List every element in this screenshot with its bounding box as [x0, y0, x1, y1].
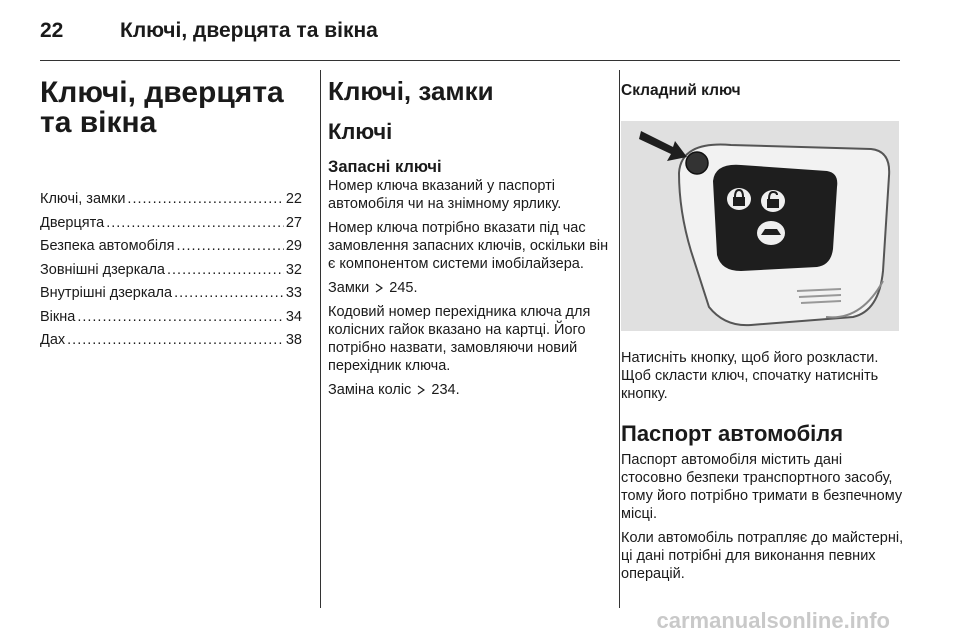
keys-column [328, 72, 610, 405]
ref-page[interactable]: 245. [389, 280, 418, 296]
watermark: carmanualsonline.info [656, 608, 890, 633]
toc-entry[interactable] [40, 235, 302, 259]
toc-entry[interactable] [40, 212, 302, 236]
column-divider-2 [619, 70, 620, 608]
paragraph-key-number: Номер ключа вказаний у паспорті автомобіля чи на знімному ярлику. [328, 178, 562, 212]
folding-key-heading: Складний ключ [621, 82, 741, 99]
toc-entry[interactable] [40, 188, 302, 212]
subsection-title: Ключі [328, 119, 393, 144]
toc-entry-label: Дверцята [40, 214, 105, 231]
header-rule [40, 60, 900, 61]
toc-entry-label: Зовнішні дзеркала [40, 261, 165, 278]
toc-leader [67, 329, 284, 353]
toc-leader [176, 235, 283, 259]
chapter-title: Ключі, дверцята та вікна [40, 76, 284, 139]
toc-leader [174, 282, 284, 306]
folding-key-illustration [621, 121, 899, 331]
toc-entry[interactable] [40, 282, 302, 306]
running-title: Ключі, дверцята та вікна [120, 19, 378, 42]
paragraph-passport-workshop: Коли автомобіль потрапляє до майстерні, ці дані потрібні для виконання певних операцій. [621, 530, 904, 582]
paragraph-locks-ref [328, 279, 610, 297]
toc-leader [127, 188, 283, 212]
toc-entry-page: 27 [285, 214, 302, 231]
paragraph-passport-security: Паспорт автомобіля містить дані стосовно безпеки транспортного засобу, тому його потрібно тримати в безпечному місці. [621, 452, 903, 522]
toc-entry-label: Дах [40, 332, 66, 348]
vehicle-passport-heading: Паспорт автомобіля [621, 421, 844, 446]
page-reference-arrow-icon [417, 385, 425, 395]
table-of-contents [40, 188, 302, 353]
toc-entry-page: 22 [285, 191, 302, 207]
toc-entry-page: 34 [285, 308, 302, 325]
toc-entry[interactable] [40, 306, 302, 330]
folding-key-column [621, 72, 906, 589]
toc-entry-label: Вікна [40, 308, 76, 325]
toc-leader [106, 212, 284, 236]
toc-entry-page: 33 [285, 285, 302, 301]
folding-key-icon [621, 121, 899, 331]
paragraph-key-order: Номер ключа потрібно вказати під час замовлення запасних ключів, оскільки він є компонентом системи імобілайзера. [328, 220, 609, 272]
ref-text: Заміна коліс [328, 382, 412, 398]
toc-entry-page: 32 [285, 261, 302, 278]
toc-leader [167, 259, 284, 283]
column-divider-1 [320, 70, 321, 608]
toc-column [40, 72, 302, 353]
toc-entry-page: 29 [285, 238, 302, 254]
toc-entry[interactable] [40, 259, 302, 283]
toc-entry-label: Безпека автомобіля [40, 238, 175, 254]
section-title: Ключі, замки [328, 76, 494, 106]
paragraph-wheel-change-ref [328, 381, 610, 399]
toc-entry[interactable] [40, 329, 302, 353]
ref-text: Замки [328, 280, 370, 296]
page-header [0, 0, 960, 60]
toc-entry-page: 38 [285, 332, 302, 348]
toc-entry-label: Ключі, замки [40, 191, 126, 207]
page-reference-arrow-icon [375, 283, 383, 293]
ref-page[interactable]: 234. [431, 382, 460, 398]
toc-entry-label: Внутрішні дзеркала [40, 285, 173, 301]
paragraph-wheel-nut-adapter: Кодовий номер перехідника ключа для колісних гайок вказано на картці. Його потрібно назвати, замовляючи новий перехідник ключа. [328, 304, 591, 374]
toc-leader [77, 306, 284, 330]
page-number: 22 [40, 19, 64, 42]
paragraph-folding-instructions: Натисніть кнопку, щоб його розкласти. Щоб скласти ключ, спочатку натисніть кнопку. [621, 350, 879, 402]
spare-keys-heading: Запасні ключі [328, 158, 442, 176]
